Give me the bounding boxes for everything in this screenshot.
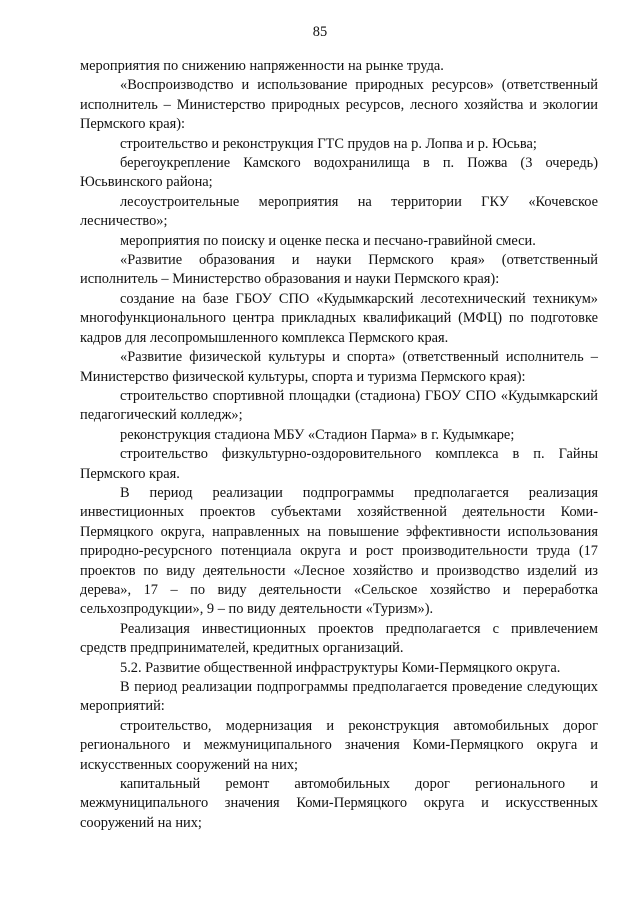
paragraph-16: В период реализации подпрограммы предполагается проведение следующих мероприятий:	[80, 679, 598, 715]
paragraph-4: берегоукрепление Камского водохранилища в п. Пожва (3 очередь) Юсьвинского района;	[80, 155, 598, 191]
paragraph-18: капитальный ремонт автомобильных дорог регионального и межмуниципального значения Коми-Пермяцкого округа и искусственных сооружений на них;	[80, 776, 598, 831]
paragraph-12: строительство физкультурно-оздоровительного комплекса в п. Гайны Пермского края.	[80, 446, 598, 482]
document-body	[80, 57, 598, 833]
paragraph-9: «Развитие физической культуры и спорта» (ответственный исполнитель – Министерство физической культуры, спорта и туризма Пермского края):	[80, 349, 598, 385]
paragraph-5: лесоустроительные мероприятия на территории ГКУ «Кочевское лесничество»;	[80, 193, 598, 230]
paragraph-11: реконструкция стадиона МБУ «Стадион Парма» в г. Кудымкаре;	[120, 426, 515, 443]
paragraph-14: Реализация инвестиционных проектов предполагается с привлечением средств предпринимателей, кредитных организаций.	[80, 620, 598, 657]
paragraph-1: мероприятия по снижению напряженности на рынке труда.	[80, 58, 444, 74]
paragraph-13: В период реализации подпрограммы предполагается реализация инвестиционных проектов субъектами хозяйственной деятельности Коми-Пермяцкого округа, направленных на повышение эффективности использования природно-ресурсного потенциала округа и рост производительности труда (17 проектов по виду деятельности «Лесное хозяйство и производство изделий из дерева», 17 – по виду деятельности «Сельское хозяйство и переработка сельхозпродукции», 9 – по виду деятельности «Туризм»).	[80, 484, 598, 618]
page-number: 85	[312, 24, 328, 40]
paragraph-17: строительство, модернизация и реконструкция автомобильных дорог регионального и межмуниципального значения Коми-Пермяцкого округа и искусственных сооружений на них;	[80, 717, 598, 773]
paragraph-2: «Воспроизводство и использование природных ресурсов» (ответственный исполнитель – Министерство природных ресурсов, лесного хозяйства и экологии Пермского края):	[80, 77, 598, 133]
paragraph-8: создание на базе ГБОУ СПО «Кудымкарский лесотехнический техникум» многофункционального центра прикладных квалификаций (МФЦ) по подготовке кадров для лесопромышленного комплекса Пермского края.	[80, 290, 598, 346]
paragraph-10: строительство спортивной площадки (стадиона) ГБОУ СПО «Кудымкарский педагогический колледж»;	[80, 387, 598, 424]
paragraph-3: строительство и реконструкция ГТС прудов на р. Лопва и р. Юсьва;	[120, 135, 537, 152]
section-heading-5-2: 5.2. Развитие общественной инфраструктуры Коми-Пермяцкого округа.	[120, 659, 561, 676]
paragraph-6: мероприятия по поиску и оценке песка и песчано-гравийной смеси.	[120, 232, 536, 249]
paragraph-7: «Развитие образования и науки Пермского края» (ответственный исполнитель – Министерство образования и науки Пермского края):	[80, 252, 598, 288]
